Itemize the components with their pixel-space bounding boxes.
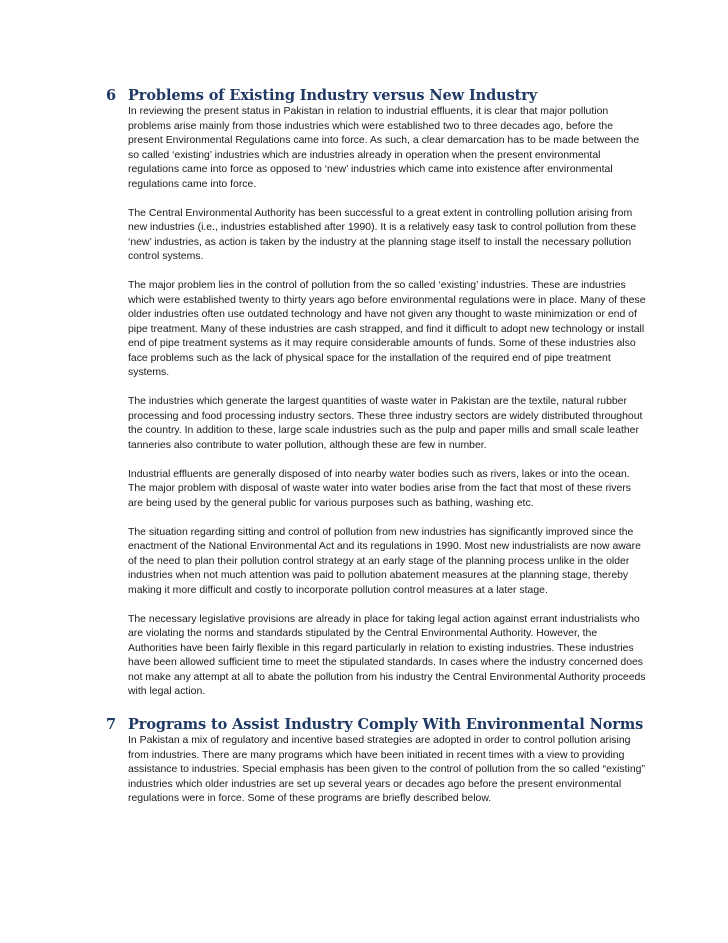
section-6-paragraph-3: The major problem lies in the control of pollution from the so called ‘existing’ industries. These are industries which were established twenty to thirty years ago before environmental regulations were in place. Many of these older industries often use outdated technology and have not given any thought to waste minimization or end of pipe treatment. Many of these industries are cash strapped, and find it difficult to adopt new technology or install end of pipe treatment systems as it may require considerable amounts of funds. Some of these industries also face problems such as the lack of physical space for the installation of the required end of pipe treatment systems. [128,280,646,378]
section-6-heading [106,87,646,105]
section-6-body [128,105,648,700]
section-6-number: 6 [106,87,116,104]
section-6 [106,87,646,700]
section-7-body [128,734,648,807]
section-6-title: Problems of Existing Industry versus New Industry [128,87,538,104]
section-7-number: 7 [106,716,116,733]
section-6-paragraph-4: The industries which generate the largest quantities of waste water in Pakistan are the textile, natural rubber processing and food processing industry sectors. These three industry sectors are widely distributed throughout the country. In addition to these, large scale industries such as the pulp and paper mills and small scale leather tanneries also contribute to water pollution, although these are few in number. [128,396,643,451]
section-6-paragraph-2: The Central Environmental Authority has been successful to a great extent in controlling pollution arising from new industries (i.e., industries established after 1990). It is a relatively easy task to control pollution from these ‘new’ industries, as action is taken by the industry at the planning stage itself to install the necessary pollution control systems. [128,207,637,262]
section-7-paragraph-1: In Pakistan a mix of regulatory and incentive based strategies are adopted in order to control pollution arising from industries. There are many programs which have been initiated in recent times with a view to providing assistance to industries. Special emphasis has been given to the control of pollution from the so called “existing” industries which older industries are set up several years or decades ago before the present environmental regulations were in force. Some of these programs are briefly described below. [128,735,645,804]
section-6-paragraph-1: In reviewing the present status in Pakistan in relation to industrial effluents, it is clear that major pollution problems arise mainly from those industries which were established two to three decades ago, before the present Environmental Regulations came into force. As such, a clear demarcation has to be made between the so called ‘existing’ industries which are industries already in operation when the present environmental regulations came into force as opposed to ‘new’ industries which came into existence after environmental regulations came into force. [128,106,640,190]
section-6-paragraph-6: The situation regarding sitting and control of pollution from new industries has significantly improved since the enactment of the National Environmental Act and its regulations in 1990. Most new industrialists are now aware of the need to plan their pollution control strategy at an early stage of the planning process unlike in the older industries when not much attention was paid to pollution abatement measures at the planning stage, thereby making it more difficult and costly to incorporate pollution control measures at a later stage. [128,526,641,596]
section-7-heading [106,716,646,734]
section-7 [106,716,646,807]
section-6-paragraph-5: Industrial effluents are generally disposed of into nearby water bodies such as rivers, lakes or into the ocean. The major problem with disposal of waste water into water bodies arise from the fact that most of these rivers are being used by the general public for various purposes such as bathing, washing etc. [128,468,631,509]
section-7-title: Programs to Assist Industry Comply With Environmental Norms [128,716,644,733]
section-6-paragraph-7: The necessary legislative provisions are already in place for taking legal action against errant industrialists who are violating the norms and standards stipulated by the Central Environmental Authority. However, the Authorities have been fairly flexible in this regard particularly in relation to existing industries. These industries have been allowed sufficient time to meet the stipulated standards. In cases where the industry concerned does not make any attempt at all to abate the pollution from his industry the Central Environmental Authority proceeds with legal action. [128,613,646,697]
